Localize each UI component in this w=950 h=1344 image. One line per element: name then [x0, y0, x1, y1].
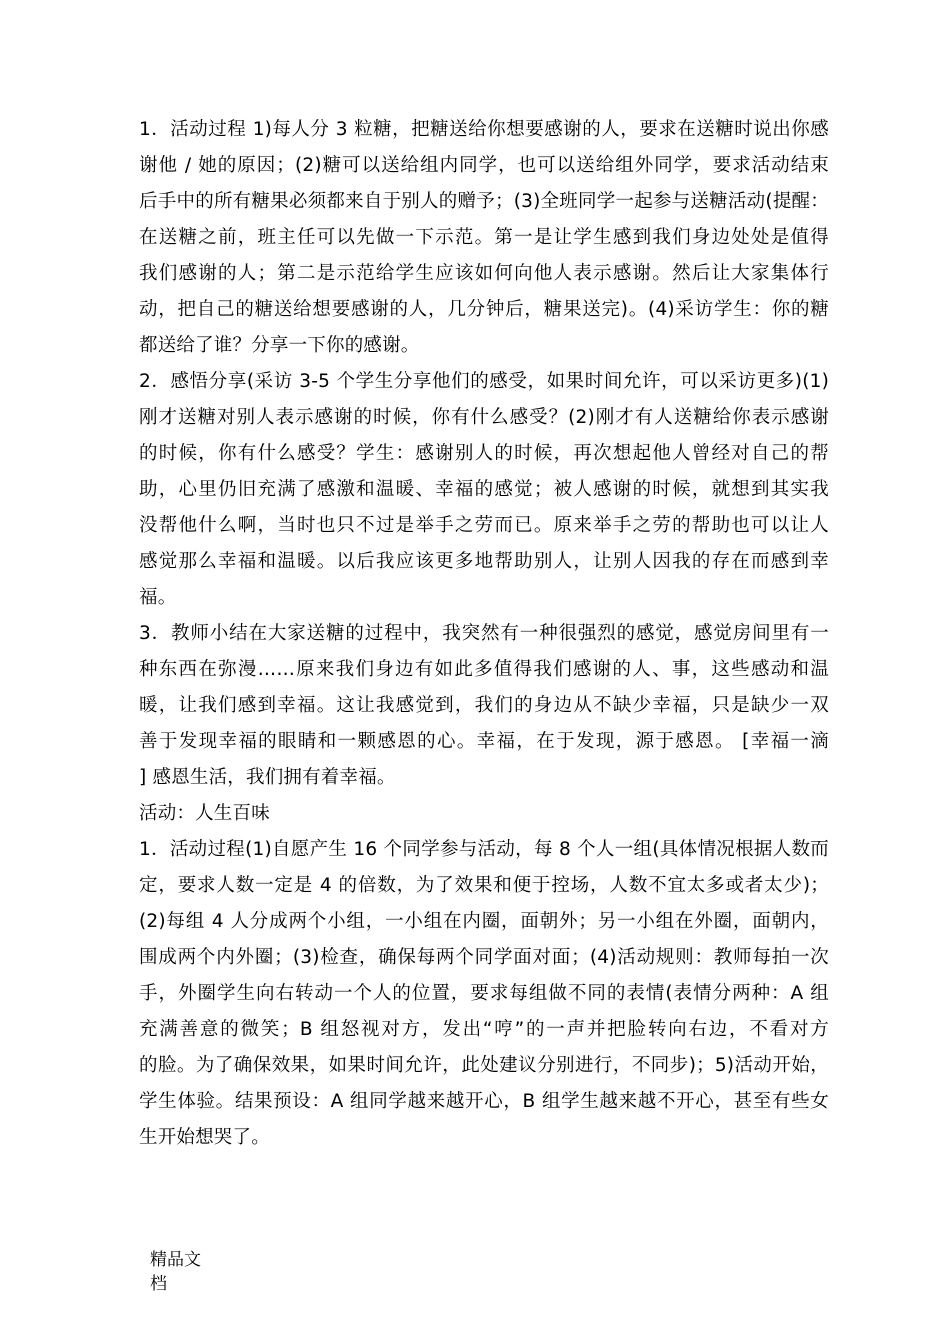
- paragraph-activity-process-2: [139, 832, 829, 1156]
- text-line: 学生体验。结果预设：A 组同学越来越开心，B 组学生越来越不开心，甚至有些女: [139, 1091, 829, 1112]
- text-line: 定，要求人数一定是 4 的倍数，为了效果和便于控场，人数不宜太多或者太少)；: [139, 875, 829, 896]
- text-line: 手，外圈学生向右转动一个人的位置，要求每组做不同的表情(表情分两种：A 组: [139, 983, 829, 1004]
- paragraph-reflection-sharing: [139, 364, 829, 616]
- text-line: 谢他 / 她的原因；(2)糖可以送给组内同学，也可以送给组外同学，要求活动结束: [139, 155, 829, 176]
- text-line: 围成两个内外圈；(3)检查，确保每两个同学面对面；(4)活动规则：教师每拍一次: [139, 947, 829, 968]
- footer-watermark: [150, 1248, 230, 1296]
- text-line: 善于发现幸福的眼睛和一颗感恩的心。幸福，在于发现，源于感恩。 [幸福一滴: [139, 731, 829, 752]
- paragraph-activity-process: [139, 112, 829, 364]
- footer-line: 档: [150, 1274, 167, 1294]
- text-line: 充满善意的微笑；B 组怒视对方，发出“哼”的一声并把脸转向右边，不看对方: [139, 1019, 829, 1040]
- text-line: 的时候，你有什么感受？学生：感谢别人的时候，再次想起他人曾经对自己的帮: [139, 443, 829, 464]
- text-line: ] 感恩生活，我们拥有着幸福。: [139, 767, 396, 788]
- text-line: 助，心里仍旧充满了感激和温暖、幸福的感觉；被人感谢的时候，就想到其实我: [139, 479, 829, 500]
- text-line: 2．感悟分享(采访 3-5 个学生分享他们的感受，如果时间允许，可以采访更多)(1): [139, 371, 829, 392]
- text-line: 都送给了谁？分享一下你的感谢。: [139, 335, 420, 356]
- text-line: 动，把自己的糖送给想要感谢的人，几分钟后，糖果送完)。(4)采访学生：你的糖: [139, 299, 829, 320]
- text-line: 生开始想哭了。: [139, 1127, 270, 1148]
- section-heading: 活动：人生百味: [139, 803, 270, 824]
- text-line: 刚才送糖对别人表示感谢的时候，你有什么感受？(2)刚才有人送糖给你表示感谢: [139, 407, 829, 428]
- text-line: 没帮他什么啊，当时也只不过是举手之劳而已。原来举手之劳的帮助也可以让人: [139, 515, 829, 536]
- document-body: [139, 112, 829, 1156]
- text-line: 我们感谢的人；第二是示范给学生应该如何向他人表示感谢。然后让大家集体行: [139, 263, 829, 284]
- text-line: 种东西在弥漫……原来我们身边有如此多值得我们感谢的人、事，这些感动和温: [139, 659, 829, 680]
- paragraph-teacher-summary: [139, 616, 829, 796]
- text-line: 福。: [139, 587, 177, 608]
- text-line: 的脸。为了确保效果，如果时间允许，此处建议分别进行，不同步)；5)活动开始，: [139, 1055, 829, 1076]
- text-line: (2)每组 4 人分成两个小组，一小组在内圈，面朝外；另一小组在外圈，面朝内，: [139, 911, 829, 932]
- text-line: 后手中的所有糖果必须都来自于别人的赠予；(3)全班同学一起参与送糖活动(提醒：: [139, 191, 829, 212]
- section-heading-life-flavors: [139, 796, 829, 832]
- text-line: 在送糖之前，班主任可以先做一下示范。第一是让学生感到我们身边处处是值得: [139, 227, 829, 248]
- text-line: 1．活动过程 1)每人分 3 粒糖，把糖送给你想要感谢的人，要求在送糖时说出你感: [139, 119, 829, 140]
- text-line: 1．活动过程(1)自愿产生 16 个同学参与活动，每 8 个人一组(具体情况根据人数而: [139, 839, 829, 860]
- text-line: 3．教师小结在大家送糖的过程中，我突然有一种很强烈的感觉，感觉房间里有一: [139, 623, 829, 644]
- text-line: 暖，让我们感到幸福。这让我感觉到，我们的身边从不缺少幸福，只是缺少一双: [139, 695, 829, 716]
- text-line: 感觉那么幸福和温暖。以后我应该更多地帮助别人，让别人因我的存在而感到幸: [139, 551, 829, 572]
- footer-line: 精品文: [150, 1250, 201, 1270]
